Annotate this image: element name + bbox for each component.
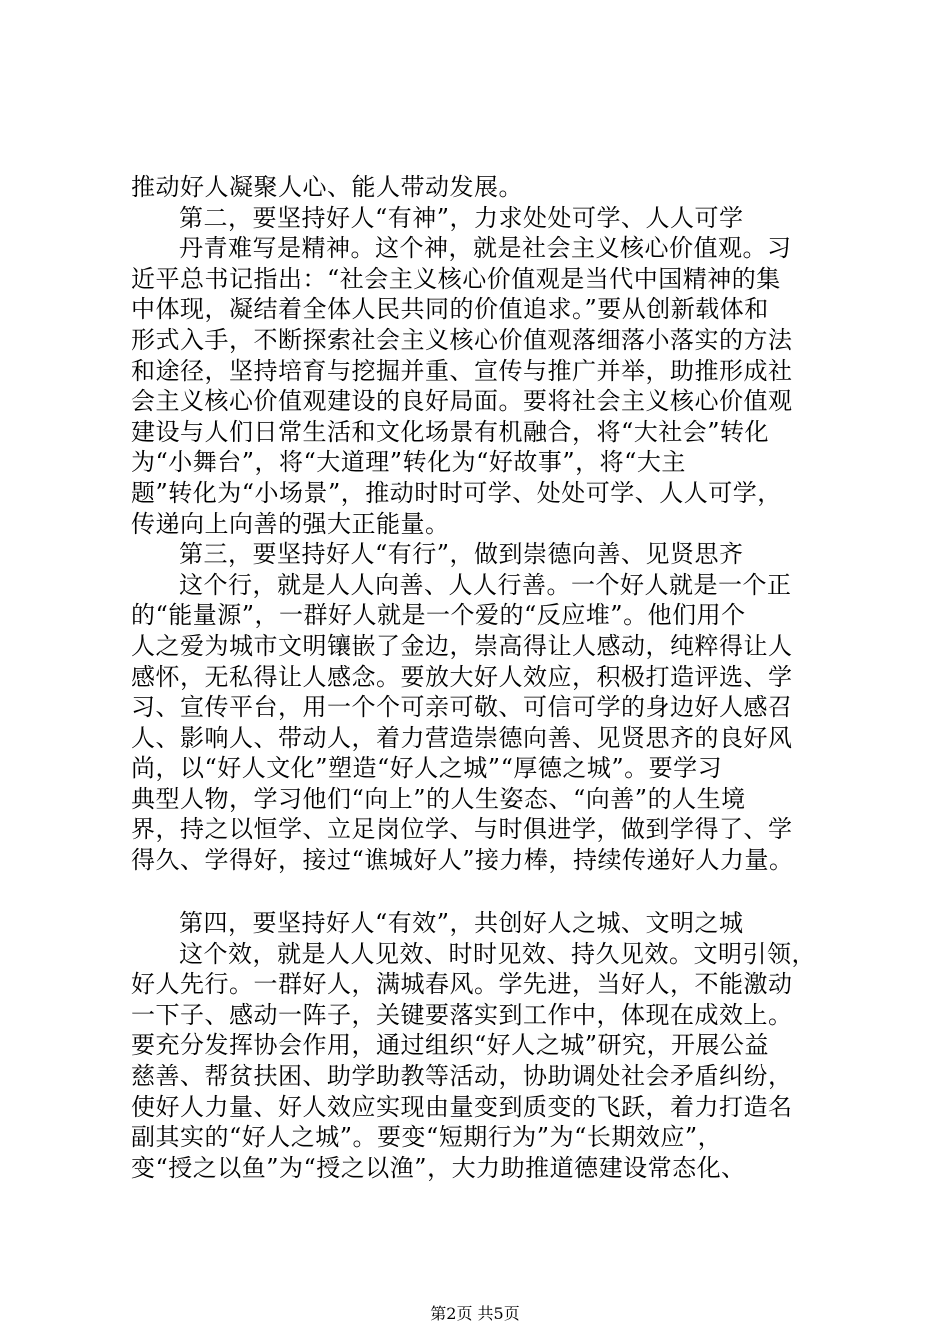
text-line: 建设与人们日常生活和文化场景有机融合，将“大社会”转化 [131, 417, 770, 446]
text-line: 的“能量源”，一群好人就是一个爱的“反应堆”。他们用个 [131, 601, 746, 630]
section-heading-3: 第三，要坚持好人“有行”，做到崇德向善、见贤思齐 [179, 540, 744, 569]
text-line: 传递向上向善的强大正能量。 [131, 509, 450, 538]
text-line: 近平总书记指出：“社会主义核心价值观是当代中国精神的集 [131, 264, 781, 293]
text-line: 为“小舞台”，将“大道理”转化为“好故事”，将“大主 [131, 448, 686, 477]
text-line: 人、影响人、带动人，着力营造崇德向善、见贤思齐的良好风 [131, 723, 793, 752]
text-line: 要充分发挥协会作用，通过组织“好人之城”研究，开展公益 [131, 1031, 770, 1060]
text-line: 习、宣传平台，用一个个可亲可敬、可信可学的身边好人感召 [131, 693, 793, 722]
text-line: 人之爱为城市文明镶嵌了金边，崇高得让人感动，纯粹得让人 [131, 631, 793, 660]
text-line: 得久、学得好，接过“谯城好人”接力棒，持续传递好人力量。 [131, 846, 794, 875]
text-line: 会主义核心价值观建设的良好局面。要将社会主义核心价值观 [131, 387, 793, 416]
text-line: 变“授之以鱼”为“授之以渔”，大力助推道德建设常态化、 [131, 1153, 746, 1182]
text-line: 和途径，坚持培育与挖掘并重、宣传与推广并举，助推形成社 [131, 356, 793, 385]
text-line: 副其实的“好人之城”。要变“短期行为”为“长期效应”， [131, 1123, 723, 1152]
text-line: 界，持之以恒学、立足岗位学、与时俱进学，做到学得了、学 [131, 815, 793, 844]
body-text-section-2 [131, 908, 851, 1183]
section-heading-2: 第二，要坚持好人“有神”，力求处处可学、人人可学 [179, 203, 744, 232]
text-line: 这个效，就是人人见效、时时见效、持久见效。文明引领， [179, 939, 816, 968]
text-line: 感怀，无私得让人感念。要放大好人效应，积极打造评选、学 [131, 662, 793, 691]
text-line: 尚，以“好人文化”塑造“好人之城”“厚德之城”。要学习 [131, 754, 723, 783]
text-line: 典型人物，学习他们“向上”的人生姿态、“向善”的人生境 [131, 784, 746, 813]
body-text-section-1 [131, 172, 851, 876]
text-line: 题”转化为“小场景”，推动时时可学、处处可学、人人可学， [131, 478, 782, 507]
text-line: 丹青难写是精神。这个神，就是社会主义核心价值观。习 [179, 234, 792, 263]
section-heading-4: 第四，要坚持好人“有效”，共创好人之城、文明之城 [179, 909, 744, 937]
text-line: 一下子、感动一阵子，关键要落实到工作中，体现在成效上。 [131, 1000, 793, 1029]
text-line: 中体现，凝结着全体人民共同的价值追求。”要从创新载体和 [131, 295, 769, 324]
text-line: 这个行，就是人人向善、人人行善。一个好人就是一个正 [179, 570, 792, 599]
page-number-footer: 第2页 共5页 [430, 1304, 520, 1323]
text-line: 形式入手，不断探索社会主义核心价值观落细落小落实的方法 [131, 325, 793, 354]
text-line: 慈善、帮贫扶困、助学助教等活动，协助调处社会矛盾纠纷， [131, 1061, 793, 1090]
text-line: 推动好人凝聚人心、能人带动发展。 [131, 173, 523, 201]
text-line: 好人先行。一群好人，满城春风。学先进，当好人，不能激动 [131, 970, 793, 999]
text-line: 使好人力量、好人效应实现由量变到质变的飞跃，着力打造名 [131, 1092, 793, 1121]
